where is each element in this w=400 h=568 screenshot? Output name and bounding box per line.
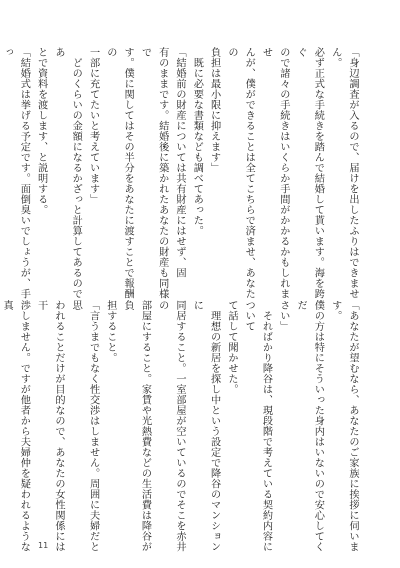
lower-text-block: 「あなたが望むなら、あなたのご家族に挨拶に伺います。 僕の方は特にそういった身内はいないので安心してくだ さい」 そればかり降谷は、現段階で考えている契約内容について て話して聞かせた。 理想の新居を探し中という設定で降谷のマンションに 同居すること。一室部屋が空いているのでそこを赤井の 部屋にすること。家賃や光熱費などの生活費は降谷が負 担すること。 「言うまでもなく性交渉はしません。周囲に夫婦だと思 われることだけが目的なので、あなたの女性関係には干 渉しません。ですが他者から夫婦仲を疑われるような真 <box>1 300 358 552</box>
upper-text-block: 「身辺調査が入るので、届けを出したふりはできません。 必ず正式な手続きを踏んで結婚して貰います。海を跨ぐ ので諸々の手続きはいくらか手間がかかるかもしれませ んが、僕ができることは全てこちらで済ませ、あなたの 負担は最小限に抑えます」 既に必要な書類なども調べてあった。 「結婚前の財産については共有財産にはせず、固 有のままです。結婚後に築かれたあなたの財産も同様で す。僕に関してはその半分をあなたに渡すことで報酬の 一部に充てたいと考えています」 どのくらいの金額になるかざっと計算してあるのであ とで資料を渡します、と説明する。 「結婚式は挙げる予定です。面倒臭いでしょうが、手っ <box>1 47 358 299</box>
page-number: 11 <box>38 541 49 550</box>
